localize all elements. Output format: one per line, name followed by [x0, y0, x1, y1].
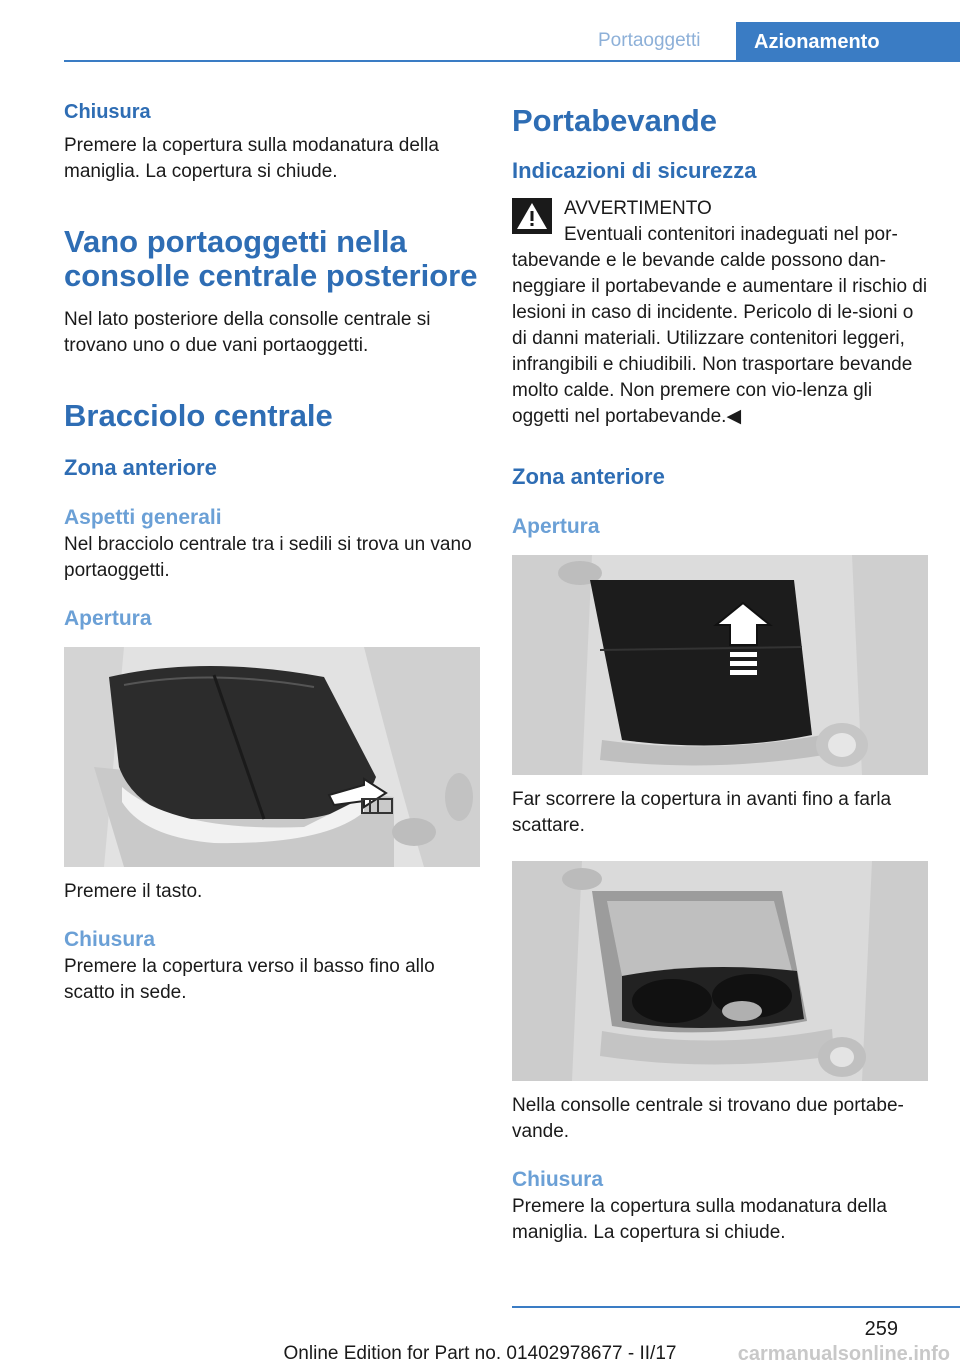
watermark: carmanualsonline.info	[737, 1343, 950, 1365]
warning-triangle-icon	[512, 198, 552, 234]
closing-heading: Chiusura	[64, 101, 151, 123]
right-opening-caption: Far scorrere la copertura in avanti fino a farla scattare.	[512, 789, 892, 836]
cupholders-illustration	[512, 861, 928, 1081]
cover-slide-illustration	[512, 555, 928, 775]
right-opening-heading: Apertura	[512, 515, 600, 538]
header-chapter-tab: Azionamento	[736, 22, 960, 62]
closing2-heading: Chiusura	[64, 928, 156, 951]
opening-caption: Premere il tasto.	[64, 881, 203, 902]
right-closing-text: Premere la copertura sulla modanatura della maniglia. La copertura si chiude.	[512, 1196, 887, 1243]
page-number: 259	[864, 1318, 898, 1340]
warning-text: tabevande e le bevande calde possono dan-neggiare il portabevande e aumentare il rischio di lesioni in caso di incidente. Pericolo di le-sioni o di danni materiali. Utilizzare contenitori leggeri, infrangibili e chiudibili. Non trasportare bevande molto calde. Non premere con vio-lenza gli oggetti nel portabevande.◀	[512, 250, 928, 427]
footer-rule	[512, 1306, 960, 1308]
rear-console-heading: Vano portaoggetti nella consolle centrale posteriore	[64, 224, 478, 293]
edition-note: Online Edition for Part no. 01402978677 - II/17	[283, 1343, 677, 1364]
header-section-title: Portaoggetti	[598, 30, 701, 51]
right-front-zone-heading: Zona anteriore	[512, 464, 665, 489]
closing-text: Premere la copertura sulla modanatura della maniglia. La copertura si chiude.	[64, 135, 439, 182]
opening-heading: Apertura	[64, 607, 152, 630]
right-column	[512, 100, 928, 1246]
front-zone-heading: Zona anteriore	[64, 455, 217, 480]
cupholders-caption: Nella consolle centrale si trovano due portabe-vande.	[512, 1095, 904, 1142]
general-heading: Aspetti generali	[64, 506, 222, 529]
left-column	[64, 100, 480, 1006]
armrest-heading: Bracciolo centrale	[64, 398, 333, 433]
header-rule	[64, 60, 960, 62]
warning-label: AVVERTIMENTO	[564, 198, 712, 219]
rear-console-text: Nel lato posteriore della consolle centrale si trovano uno o due vani portaoggetti.	[64, 309, 431, 356]
general-text: Nel bracciolo centrale tra i sedili si trova un vano portaoggetti.	[64, 534, 472, 581]
closing2-text: Premere la copertura verso il basso fino allo scatto in sede.	[64, 956, 435, 1003]
safety-heading: Indicazioni di sicurezza	[512, 158, 757, 183]
warning-first-line: Eventuali contenitori inadeguati nel por-	[564, 224, 898, 245]
cupholder-heading: Portabevande	[512, 103, 718, 138]
armrest-illustration	[64, 647, 480, 867]
warning-block	[512, 196, 928, 248]
right-closing-heading: Chiusura	[512, 1168, 604, 1191]
